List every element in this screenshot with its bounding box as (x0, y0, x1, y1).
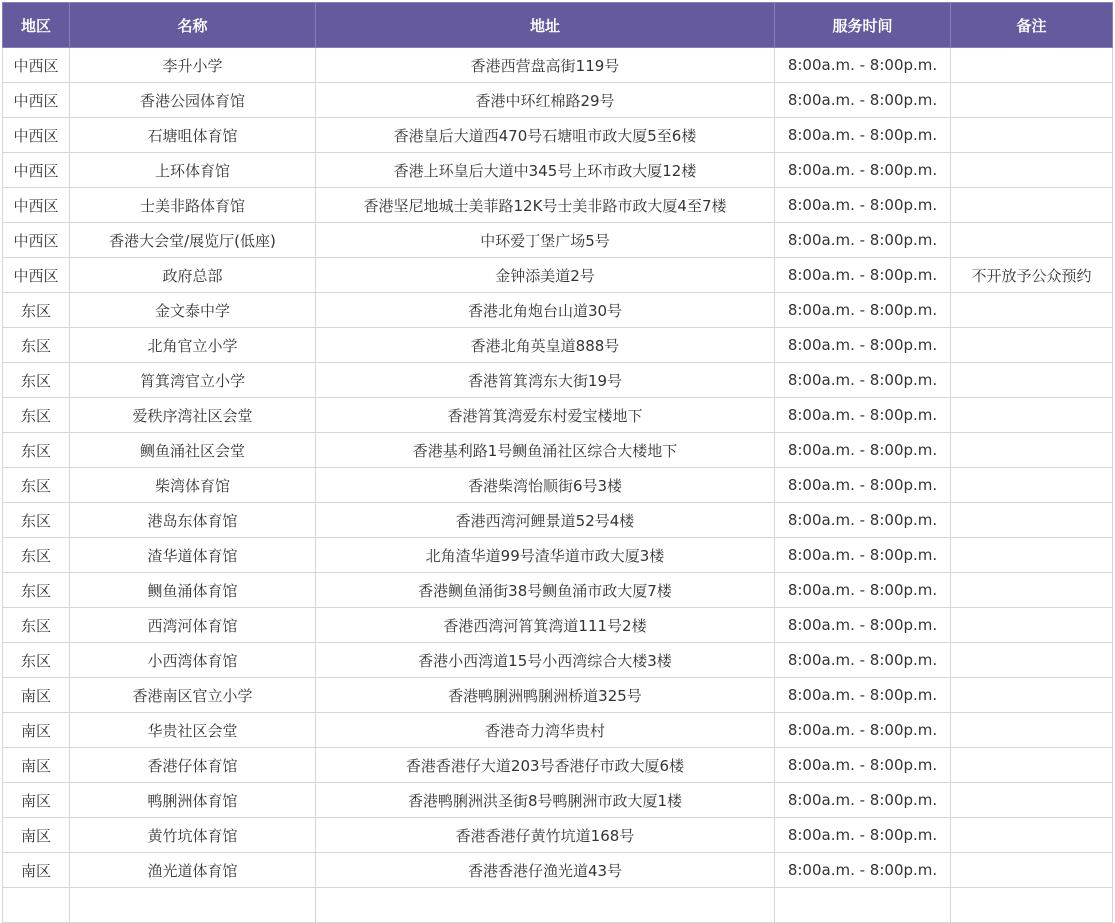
cell-service-hours: 8:00a.m. - 8:00p.m. (775, 83, 951, 118)
cell-region: 南区 (3, 818, 70, 853)
cell-remarks: 不开放予公众预约 (951, 258, 1113, 293)
table-body (3, 48, 1113, 923)
table-row (3, 83, 1113, 118)
cell-address: 香港西营盘高街119号 (316, 48, 775, 83)
cell-service-hours: 8:00a.m. - 8:00p.m. (775, 433, 951, 468)
cell-remarks (951, 643, 1113, 678)
cell-region: 中西区 (3, 48, 70, 83)
cell-service-hours: 8:00a.m. - 8:00p.m. (775, 573, 951, 608)
cell-name: 鲗鱼涌体育馆 (70, 573, 316, 608)
table-row (3, 433, 1113, 468)
cell-region (3, 888, 70, 923)
cell-remarks (951, 328, 1113, 363)
cell-region: 南区 (3, 713, 70, 748)
cell-name: 黄竹坑体育馆 (70, 818, 316, 853)
cell-service-hours: 8:00a.m. - 8:00p.m. (775, 643, 951, 678)
table-row (3, 398, 1113, 433)
cell-service-hours: 8:00a.m. - 8:00p.m. (775, 853, 951, 888)
cell-region: 中西区 (3, 188, 70, 223)
cell-service-hours: 8:00a.m. - 8:00p.m. (775, 538, 951, 573)
cell-service-hours: 8:00a.m. - 8:00p.m. (775, 678, 951, 713)
cell-address: 香港鲗鱼涌街38号鲗鱼涌市政大厦7楼 (316, 573, 775, 608)
cell-address: 香港北角炮台山道30号 (316, 293, 775, 328)
cell-name: 筲箕湾官立小学 (70, 363, 316, 398)
table-row (3, 538, 1113, 573)
cell-name: 西湾河体育馆 (70, 608, 316, 643)
cell-service-hours (775, 888, 951, 923)
venue-table (2, 2, 1113, 923)
cell-service-hours: 8:00a.m. - 8:00p.m. (775, 503, 951, 538)
cell-address: 香港鸭脷洲鸭脷洲桥道325号 (316, 678, 775, 713)
cell-name: 鲗鱼涌社区会堂 (70, 433, 316, 468)
cell-name: 李升小学 (70, 48, 316, 83)
cell-address: 香港香港仔大道203号香港仔市政大厦6楼 (316, 748, 775, 783)
cell-address: 香港小西湾道15号小西湾综合大楼3楼 (316, 643, 775, 678)
table-row (3, 783, 1113, 818)
cell-address: 香港北角英皇道888号 (316, 328, 775, 363)
cell-address: 香港奇力湾华贵村 (316, 713, 775, 748)
cell-name: 渔光道体育馆 (70, 853, 316, 888)
cell-name: 爱秩序湾社区会堂 (70, 398, 316, 433)
cell-address: 金钟添美道2号 (316, 258, 775, 293)
cell-remarks (951, 503, 1113, 538)
table-row (3, 608, 1113, 643)
cell-remarks (951, 783, 1113, 818)
cell-remarks (951, 573, 1113, 608)
table-row (3, 118, 1113, 153)
table-row (3, 48, 1113, 83)
cell-name: 上环体育馆 (70, 153, 316, 188)
venue-table-container (2, 2, 1112, 923)
cell-remarks (951, 538, 1113, 573)
cell-name: 士美非路体育馆 (70, 188, 316, 223)
cell-name: 香港仔体育馆 (70, 748, 316, 783)
cell-service-hours: 8:00a.m. - 8:00p.m. (775, 118, 951, 153)
cell-name: 金文泰中学 (70, 293, 316, 328)
table-row (3, 188, 1113, 223)
cell-remarks (951, 188, 1113, 223)
cell-region: 中西区 (3, 118, 70, 153)
header-name: 名称 (70, 3, 316, 48)
cell-remarks (951, 153, 1113, 188)
header-service-hours: 服务时间 (775, 3, 951, 48)
cell-address: 香港皇后大道西470号石塘咀市政大厦5至6楼 (316, 118, 775, 153)
cell-address: 香港上环皇后大道中345号上环市政大厦12楼 (316, 153, 775, 188)
cell-region: 东区 (3, 573, 70, 608)
table-row (3, 223, 1113, 258)
cell-address: 香港香港仔黄竹坑道168号 (316, 818, 775, 853)
table-row (3, 713, 1113, 748)
cell-service-hours: 8:00a.m. - 8:00p.m. (775, 783, 951, 818)
cell-region: 东区 (3, 433, 70, 468)
cell-address: 香港西湾河筲箕湾道111号2楼 (316, 608, 775, 643)
cell-remarks (951, 293, 1113, 328)
cell-remarks (951, 678, 1113, 713)
cell-service-hours: 8:00a.m. - 8:00p.m. (775, 153, 951, 188)
cell-region: 南区 (3, 678, 70, 713)
cell-address: 香港坚尼地城士美菲路12K号士美非路市政大厦4至7楼 (316, 188, 775, 223)
cell-name: 政府总部 (70, 258, 316, 293)
table-row (3, 363, 1113, 398)
cell-remarks (951, 398, 1113, 433)
table-header (3, 3, 1113, 48)
cell-address: 香港中环红棉路29号 (316, 83, 775, 118)
table-row (3, 748, 1113, 783)
cell-address: 香港柴湾怡顺街6号3楼 (316, 468, 775, 503)
cell-region: 东区 (3, 328, 70, 363)
cell-region: 东区 (3, 538, 70, 573)
cell-region: 中西区 (3, 83, 70, 118)
cell-region: 东区 (3, 363, 70, 398)
cell-region: 南区 (3, 783, 70, 818)
cell-address: 香港筲箕湾爱东村爱宝楼地下 (316, 398, 775, 433)
table-row (3, 503, 1113, 538)
cell-region: 东区 (3, 643, 70, 678)
cell-service-hours: 8:00a.m. - 8:00p.m. (775, 713, 951, 748)
cell-name (70, 888, 316, 923)
cell-service-hours: 8:00a.m. - 8:00p.m. (775, 748, 951, 783)
cell-service-hours: 8:00a.m. - 8:00p.m. (775, 363, 951, 398)
table-row (3, 328, 1113, 363)
cell-service-hours: 8:00a.m. - 8:00p.m. (775, 293, 951, 328)
cell-address: 香港筲箕湾东大街19号 (316, 363, 775, 398)
cell-service-hours: 8:00a.m. - 8:00p.m. (775, 468, 951, 503)
cell-remarks (951, 888, 1113, 923)
cell-region: 东区 (3, 468, 70, 503)
header-region: 地区 (3, 3, 70, 48)
cell-name: 香港大会堂/展览厅(低座) (70, 223, 316, 258)
cell-name: 渣华道体育馆 (70, 538, 316, 573)
cell-remarks (951, 468, 1113, 503)
cell-address: 香港香港仔渔光道43号 (316, 853, 775, 888)
table-row (3, 293, 1113, 328)
cell-service-hours: 8:00a.m. - 8:00p.m. (775, 398, 951, 433)
cell-name: 柴湾体育馆 (70, 468, 316, 503)
cell-region: 东区 (3, 608, 70, 643)
cell-region: 南区 (3, 748, 70, 783)
cell-name: 香港公园体育馆 (70, 83, 316, 118)
cell-remarks (951, 48, 1113, 83)
header-address: 地址 (316, 3, 775, 48)
cell-remarks (951, 713, 1113, 748)
table-row (3, 888, 1113, 923)
cell-service-hours: 8:00a.m. - 8:00p.m. (775, 328, 951, 363)
cell-address: 北角渣华道99号渣华道市政大厦3楼 (316, 538, 775, 573)
table-row (3, 818, 1113, 853)
cell-name: 小西湾体育馆 (70, 643, 316, 678)
cell-remarks (951, 83, 1113, 118)
cell-region: 南区 (3, 853, 70, 888)
cell-address: 香港鸭脷洲洪圣街8号鸭脷洲市政大厦1楼 (316, 783, 775, 818)
cell-name: 华贵社区会堂 (70, 713, 316, 748)
cell-remarks (951, 608, 1113, 643)
table-row (3, 573, 1113, 608)
table-row (3, 258, 1113, 293)
cell-service-hours: 8:00a.m. - 8:00p.m. (775, 258, 951, 293)
cell-address (316, 888, 775, 923)
cell-remarks (951, 118, 1113, 153)
header-remarks: 备注 (951, 3, 1113, 48)
cell-region: 东区 (3, 503, 70, 538)
cell-service-hours: 8:00a.m. - 8:00p.m. (775, 608, 951, 643)
cell-address: 中环爱丁堡广场5号 (316, 223, 775, 258)
cell-name: 香港南区官立小学 (70, 678, 316, 713)
cell-region: 中西区 (3, 258, 70, 293)
table-row (3, 853, 1113, 888)
cell-remarks (951, 433, 1113, 468)
cell-remarks (951, 818, 1113, 853)
cell-address: 香港西湾河鲤景道52号4楼 (316, 503, 775, 538)
table-row (3, 678, 1113, 713)
cell-service-hours: 8:00a.m. - 8:00p.m. (775, 48, 951, 83)
cell-region: 东区 (3, 398, 70, 433)
cell-name: 石塘咀体育馆 (70, 118, 316, 153)
cell-service-hours: 8:00a.m. - 8:00p.m. (775, 223, 951, 258)
table-row (3, 643, 1113, 678)
cell-address: 香港基利路1号鲗鱼涌社区综合大楼地下 (316, 433, 775, 468)
cell-region: 中西区 (3, 153, 70, 188)
cell-region: 东区 (3, 293, 70, 328)
table-row (3, 153, 1113, 188)
cell-service-hours: 8:00a.m. - 8:00p.m. (775, 818, 951, 853)
cell-service-hours: 8:00a.m. - 8:00p.m. (775, 188, 951, 223)
header-row (3, 3, 1113, 48)
cell-remarks (951, 223, 1113, 258)
cell-remarks (951, 363, 1113, 398)
cell-remarks (951, 853, 1113, 888)
cell-name: 港岛东体育馆 (70, 503, 316, 538)
cell-name: 鸭脷洲体育馆 (70, 783, 316, 818)
cell-name: 北角官立小学 (70, 328, 316, 363)
cell-region: 中西区 (3, 223, 70, 258)
cell-remarks (951, 748, 1113, 783)
table-row (3, 468, 1113, 503)
